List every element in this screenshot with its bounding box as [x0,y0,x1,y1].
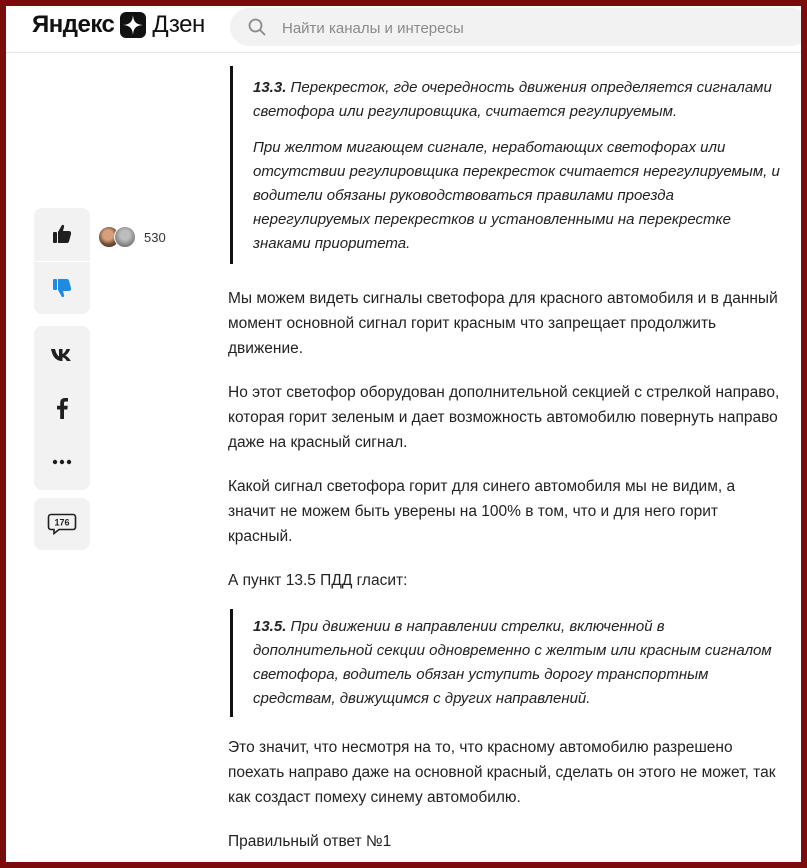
quote-13-3-number: 13.3. [253,79,287,96]
share-vk-button[interactable] [34,328,90,380]
dislike-button[interactable] [34,262,90,314]
reactions-summary[interactable] [98,226,166,248]
like-dislike-panel [34,208,90,314]
quote-13-5-number: 13.5. [253,618,287,635]
like-button[interactable] [34,208,90,260]
article-body [228,66,783,854]
quote-13-5-text: При движении в направлении стрелки, включенной в дополнительной секции одновременно с желтым или красным сигналом светофора, водитель обязан уступить дорогу транспортным средствам, движущимся с других направлений. [253,618,772,707]
paragraph-1: Мы можем видеть сигналы светофора для красного автомобиля и в данный момент основной сигнал горит красным что запрещает продолжить движение. [228,290,778,357]
quote-13-3-p2: При желтом мигающем сигнале, неработающих светофорах или отсутствии регулировщика перекресток считается нерегулируемым, и водители обязаны руководствоваться правилами проезда нерегулируемых перекрестков и установленными на перекрестке знаками приоритета. [253,139,780,252]
search-input[interactable] [280,8,784,48]
paragraph-5: Это значит, что несмотря на то, что красному автомобилю разрешено поехать направо даже на основной красный, сделать он этого не может, так как создаст помеху синему автомобилю. [228,739,776,806]
quote-13-3 [230,66,783,264]
vk-icon [50,346,74,362]
quote-13-3-p1 [253,76,783,124]
comments-button[interactable] [34,498,90,550]
page-frame [6,6,801,862]
paragraph-3: Какой сигнал светофора горит для синего автомобиля мы не видим, а значит не можем быть уверены на 100% в том, что и для него горит красный. [228,478,736,545]
thumbs-up-icon [51,223,73,245]
facebook-icon [55,397,69,419]
quote-13-3-text: Перекресток, где очередность движения определяется сигналами светофора или регулировщика, считается регулируемым. [253,79,772,120]
thumbs-down-icon [51,277,73,299]
comments-count: 176 [54,517,70,528]
comments-panel [34,498,90,550]
header [6,6,801,53]
quote-13-5 [230,609,783,717]
avatar [114,226,136,248]
share-facebook-button[interactable] [34,382,90,434]
logo-yandex-text: Яндекс [32,11,115,38]
more-icon [52,459,72,465]
search-bar[interactable] [230,8,801,46]
share-panel [34,326,90,490]
comment-icon [47,513,77,535]
zen-logo-icon [120,12,146,38]
quote-13-5-p1 [253,615,783,711]
paragraph-6: Правильный ответ №1 [228,833,392,850]
paragraph-2: Но этот светофор оборудован дополнительной секцией с стрелкой направо, которая горит зеленым и дает возможность автомобилю повернуть направо даже на красный сигнал. [228,384,780,451]
paragraph-4: А пункт 13.5 ПДД гласит: [228,572,408,589]
yandex-zen-logo[interactable] [32,9,205,41]
search-icon [248,18,266,36]
logo-dzen-text: Дзен [152,11,205,38]
reactions-count: 530 [144,229,166,245]
share-more-button[interactable] [34,436,90,488]
